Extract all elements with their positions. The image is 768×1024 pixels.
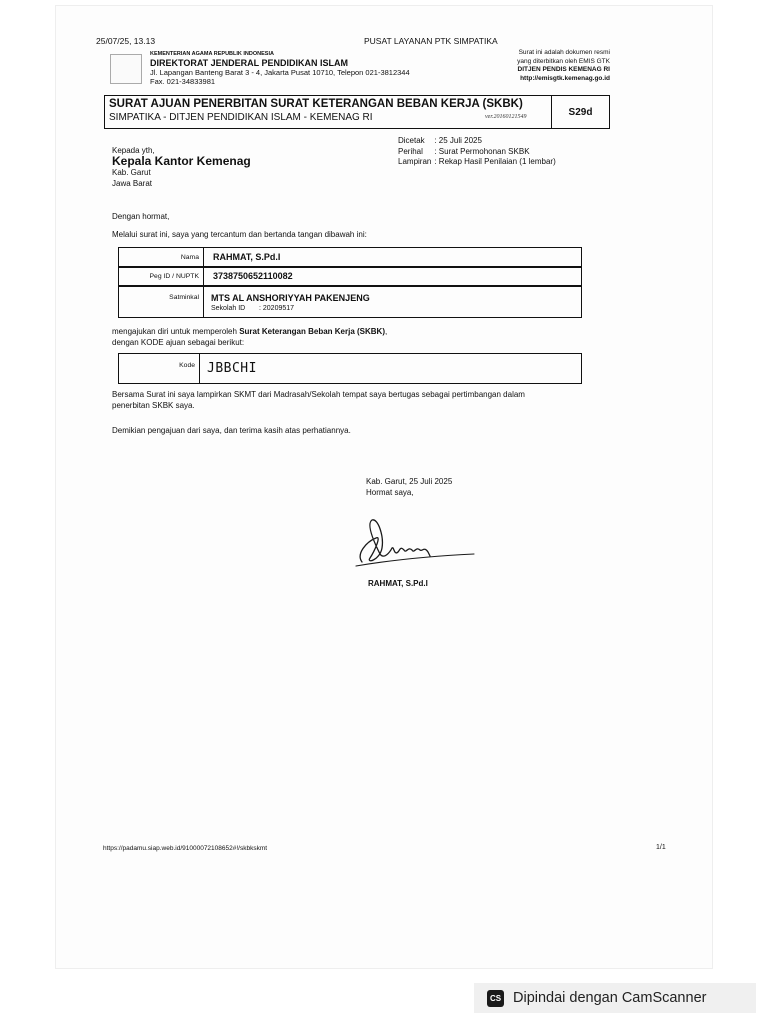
request-bold: Surat Keterangan Beban Kerja (SKBK) bbox=[239, 327, 385, 336]
page-number: 1/1 bbox=[656, 844, 666, 851]
document-title: SURAT AJUAN PENERBITAN SURAT KETERANGAN BEBAN KERJA (SKBK) bbox=[109, 98, 523, 110]
recipient-name: Kepala Kantor Kemenag bbox=[112, 154, 251, 168]
ministry-logo bbox=[110, 54, 142, 84]
attachment-text-line2: penerbitan SKBK saya. bbox=[112, 401, 195, 410]
footer-url: https://padamu.siap.web.id/91000072108652#!/skbkskmt bbox=[103, 845, 268, 852]
pegid-row bbox=[118, 266, 582, 287]
note-line: Surat ini adalah dokumen resmi bbox=[518, 49, 610, 56]
letterhead-address: Jl. Lapangan Banteng Barat 3 - 4, Jakarta Pusat 10710, Telepon 021-3812344 bbox=[150, 68, 410, 77]
title-cell bbox=[105, 96, 552, 128]
camscanner-watermark bbox=[474, 983, 756, 1013]
name-label: Nama bbox=[180, 254, 199, 261]
code-intro: dengan KODE ajuan sebagai berikut: bbox=[112, 338, 245, 347]
school-id-label: Sekolah ID bbox=[211, 305, 246, 312]
meta-value: : Surat Permohonan SKBK bbox=[434, 146, 530, 156]
meta-label: Dicetak bbox=[398, 136, 425, 145]
meta-label: Lampiran bbox=[398, 157, 432, 166]
meta-value: : 25 Juli 2025 bbox=[434, 136, 482, 145]
letter-meta bbox=[398, 136, 559, 168]
request-prefix: mengajukan diri untuk memperoleh bbox=[112, 327, 240, 336]
letterhead-fax: Fax. 021-34833981 bbox=[150, 77, 216, 86]
satminkal-value: MTS AL ANSHORIYYAH PAKENJENG bbox=[211, 293, 370, 303]
kode-row bbox=[118, 353, 582, 384]
request-suffix: , bbox=[385, 327, 388, 336]
recipient-regency: Kab. Garut bbox=[112, 168, 151, 177]
signatory-name: RAHMAT, S.Pd.I bbox=[368, 579, 428, 588]
camscanner-icon: CS bbox=[487, 990, 504, 1007]
school-id-value: : 20209517 bbox=[259, 305, 295, 312]
meta-label: Perihal bbox=[398, 146, 423, 156]
print-datetime: 25/07/25, 13.13 bbox=[96, 36, 156, 46]
print-header-title: PUSAT LAYANAN PTK SIMPATIKA bbox=[364, 36, 498, 46]
meta-value: : Rekap Hasil Penilaian (1 lembar) bbox=[434, 157, 556, 166]
recipient-salutation: Kepada yth, bbox=[112, 146, 155, 155]
directorate-name: DIREKTORAT JENDERAL PENDIDIKAN ISLAM bbox=[150, 58, 349, 68]
kode-label: Kode bbox=[179, 362, 195, 369]
signature-greeting: Hormat saya, bbox=[366, 488, 414, 497]
request-text bbox=[112, 327, 387, 336]
version-label: ver.20160121549 bbox=[485, 114, 527, 120]
name-value: RAHMAT, S.Pd.I bbox=[213, 252, 281, 262]
document-title-box bbox=[104, 95, 610, 129]
form-code: S29d bbox=[568, 106, 593, 118]
camscanner-text: Dipindai dengan CamScanner bbox=[513, 990, 707, 1006]
satminkal-label: Satminkal bbox=[169, 294, 199, 301]
note-line: DITJEN PENDIS KEMENAG RI bbox=[517, 66, 610, 73]
satminkal-row bbox=[118, 285, 582, 318]
ministry-name: KEMENTERIAN AGAMA REPUBLIK INDONESIA bbox=[150, 51, 274, 57]
closing-text: Demikian pengajuan dari saya, dan terima kasih atas perhatiannya. bbox=[112, 426, 351, 435]
kode-value: JBBCHI bbox=[207, 361, 257, 376]
intro-text: Melalui surat ini, saya yang tercantum dan bertanda tangan dibawah ini: bbox=[112, 230, 367, 239]
greeting: Dengan hormat, bbox=[112, 212, 170, 221]
document-subtitle: SIMPATIKA - DITJEN PENDIDIKAN ISLAM - KEMENAG RI bbox=[109, 112, 373, 123]
note-line: yang diterbitkan oleh EMIS GTK bbox=[517, 57, 610, 65]
pegid-label: Peg ID / NUPTK bbox=[149, 273, 199, 280]
pegid-value: 3738750652110082 bbox=[213, 271, 293, 281]
name-row bbox=[118, 247, 582, 268]
official-document-note bbox=[517, 49, 610, 83]
signature-place-date: Kab. Garut, 25 Juli 2025 bbox=[366, 477, 453, 486]
recipient-province: Jawa Barat bbox=[112, 179, 153, 188]
attachment-text-line1: Bersama Surat ini saya lampirkan SKMT dari Madrasah/Sekolah tempat saya bertugas sebagai pertimbangan dalam bbox=[112, 390, 525, 399]
note-link: http://emisgtk.kemenag.go.id bbox=[520, 74, 610, 82]
handwritten-signature bbox=[352, 512, 480, 572]
